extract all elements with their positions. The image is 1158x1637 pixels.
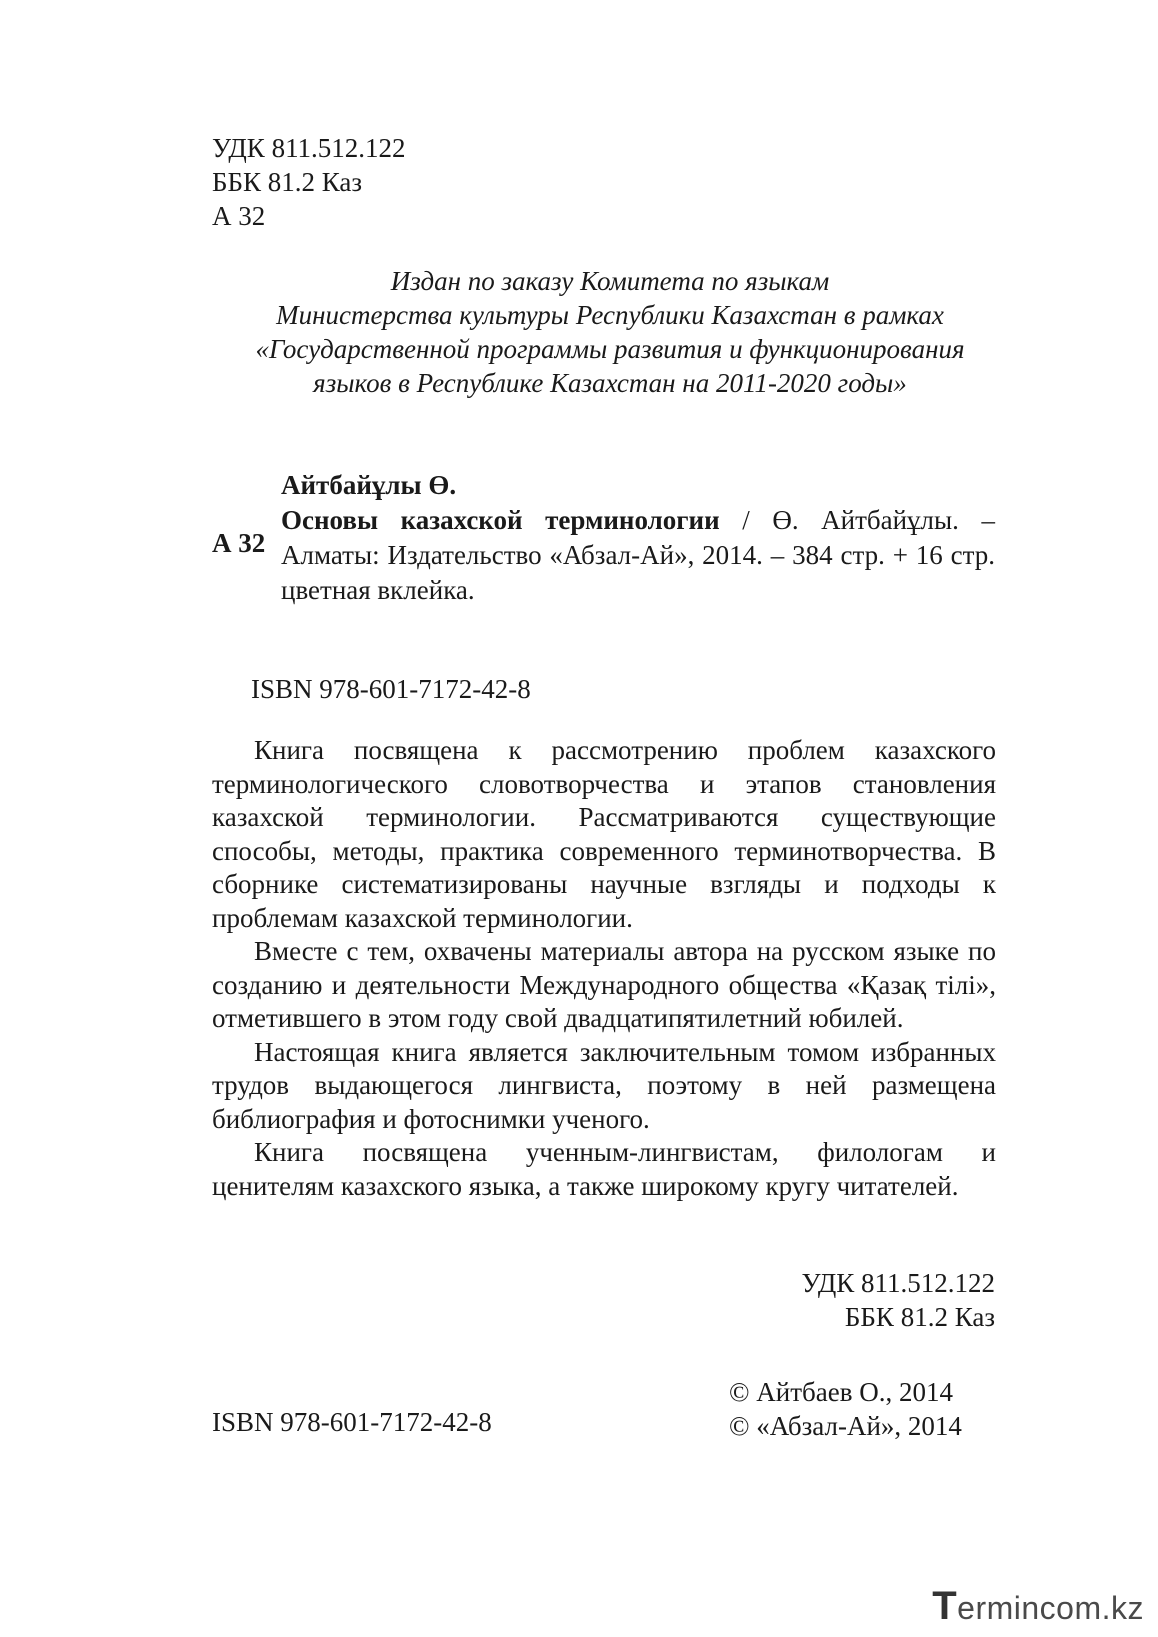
commission-line-3: «Государственной программы развития и функционирования [255, 334, 965, 364]
bibliographic-index: А 32 [212, 528, 266, 558]
author-name: Айтбайұлы Ө. [281, 470, 457, 500]
isbn-number-bottom: ISBN 978-601-7172-42-8 [212, 1407, 492, 1437]
annotation-paragraph: Настоящая книга является заключительным томом избранных трудов выдающегося лингвиста, поэтому в ней размещена библиография и фотоснимки ученого. [212, 1036, 996, 1134]
commission-note [180, 264, 1040, 400]
udk-code: УДК 811.512.122 [212, 133, 406, 163]
udk-code: УДК 811.512.122 [801, 1268, 995, 1298]
site-watermark [932, 1584, 1144, 1629]
annotation-paragraph: Вместе с тем, охвачены материалы автора на русском языке по созданию и деятельности Международного общества «Қазақ тілі», отметившего в этом году свой двадцатипятилетний юбилей. [212, 936, 996, 1033]
copyright-author: © Айтбаев О., 2014 [729, 1377, 953, 1407]
commission-line-1: Издан по заказу Комитета по языкам [390, 266, 830, 296]
annotation-text [212, 734, 996, 1203]
copyright-publisher: © «Абзал-Ай», 2014 [729, 1411, 962, 1441]
classification-codes-bottom [801, 1266, 995, 1334]
author-mark: А 32 [212, 201, 266, 231]
watermark-text: ermincom.kz [957, 1590, 1144, 1626]
annotation-paragraph: Книга посвящена ученным-лингвистам, филологам и ценителям казахского языка, а также широкому кругу читателей. [212, 1137, 996, 1201]
commission-line-2: Министерства культуры Республики Казахстан в рамках [276, 300, 944, 330]
commission-line-4: языков в Республике Казахстан на 2011-2020 годы» [313, 368, 907, 398]
isbn-number: ISBN 978-601-7172-42-8 [251, 674, 531, 704]
watermark-logo-letter: T [932, 1584, 958, 1628]
publication-details: / Ө. Айтбайұлы. – Алматы: Издательство «Абзал-Ай», 2014. – 384 стр. + 16 стр. цветная вклейка. [281, 505, 995, 605]
classification-codes-top [212, 131, 406, 233]
book-title: Основы казахской терминологии [281, 505, 720, 535]
copyright-block [729, 1375, 962, 1443]
bbk-code: ББК 81.2 Каз [844, 1302, 995, 1332]
bbk-code: ББК 81.2 Каз [212, 167, 363, 197]
annotation-paragraph: Книга посвящена к рассмотрению проблем казахского терминологического словотворчества и этапов становления казахской терминологии. Рассматриваются существующие способы, методы, практика современного терминотворчества. В сборнике систематизированы научные взгляды и подходы к проблемам казахской терминологии. [212, 735, 996, 933]
bibliographic-record [281, 468, 995, 608]
